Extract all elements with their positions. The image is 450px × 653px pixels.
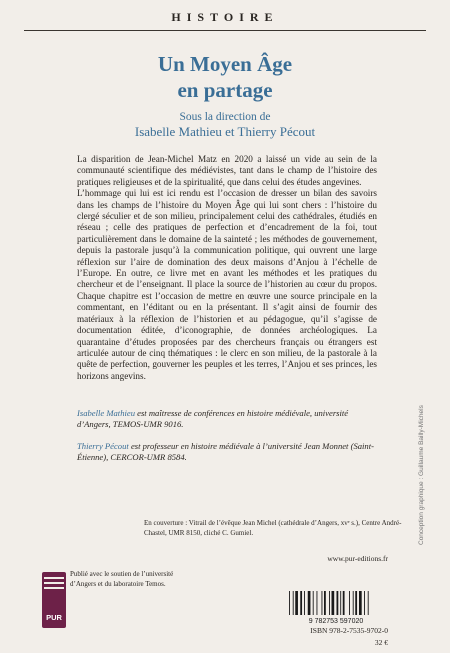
pur-logo — [42, 572, 66, 628]
price: 32 € — [374, 638, 388, 647]
editors: Isabelle Mathieu et Thierry Pécout — [134, 124, 316, 139]
author-name: Isabelle Mathieu — [77, 408, 135, 418]
body-paragraph-1: La disparition de Jean-Michel Matz en 2020 a laissé un vide au sein de la communauté scientifique des médiévistes, tant dans le champ de l’histoire des pratiques religieuses et de la spiritualité, que dans celui des études angevines. — [77, 154, 377, 187]
direction-label: Sous la direction de — [179, 111, 271, 123]
series-label: HISTOIRE — [171, 10, 279, 24]
back-cover-text — [77, 154, 377, 382]
logo-text: PUR — [46, 613, 62, 622]
author-name: Thierry Pécout — [77, 441, 129, 451]
barcode — [283, 591, 389, 624]
body-paragraph-2: L’hommage qui lui est ici rendu est l’occasion de dresser un bilan des savoirs dans les champs de l’histoire du Moyen Âge qui lui sont chers : l’histoire du clergé séculier et de son milieu, principalement celui des cathédrales, étudiés en réseau ; celle des pratiques de perfection et d’encadrement de la foi, tout particulièrement dans le domaine de la sainteté ; les méthodes de gouvernement, depuis la pastorale jusqu’à la communication politique, qui ouvrent une large réflexion sur l’aire de domination des deux maisons d’Anjou à l’échelle de l’Europe. En outre, ce livre met en avant les méthodes et les pratiques du chercheur et de l’enseignant. Il place la source de l’historien au cœur du propos. Chaque chapitre est l’occasion de mettre en œuvre une source principale en la commentant, en l’éditant ou en la présentant. Il s’agit ainsi de fournir des matériaux à la réflexion de l’historien et au pédagogue, qu’il s’agisse de documentation éditée, d’iconographie, de données archéologiques. La quarantaine d’études proposées par des chercheurs français ou étrangers est articulée autour de cinq thématiques : le clerc en son milieu, de la pastorale à la quête de perfection, gouverner les peuples et les terres, l’Anjou et ses princes, les horizons angevins. — [77, 188, 377, 381]
barcode-digits: 9 782753 597020 — [308, 618, 364, 624]
author-bio-1 — [77, 408, 377, 430]
book-title-line1: Un Moyen Âge — [157, 52, 293, 76]
author-bio-2 — [77, 441, 377, 463]
author-bio-text: est professeur en histoire médiévale à l’université Jean Monnet (Saint-Étienne), CERCOR-UMR 8584. — [77, 441, 374, 462]
design-credit: Conception graphique : Guillaume Bailly-Michels — [418, 405, 425, 545]
isbn: ISBN 978-2-7535-9702-0 — [310, 626, 388, 635]
support-note: Publié avec le soutien de l’université d’Angers et du laboratoire Temos. — [70, 570, 174, 588]
book-title-line2: en partage — [177, 78, 273, 102]
header-rule — [24, 30, 426, 31]
website: www.pur-editions.fr — [327, 554, 388, 563]
author-bio-text: est maîtresse de conférences en histoire médiévale, université d’Angers, TEMOS-UMR 9016. — [77, 408, 349, 429]
cover-credit: En couverture : Vitrail de l’évêque Jean Michel (cathédrale d’Angers, xvᵉ s.), Centre André-Chastel, UMR 8150, cliché C. Gumiel. — [144, 519, 402, 537]
